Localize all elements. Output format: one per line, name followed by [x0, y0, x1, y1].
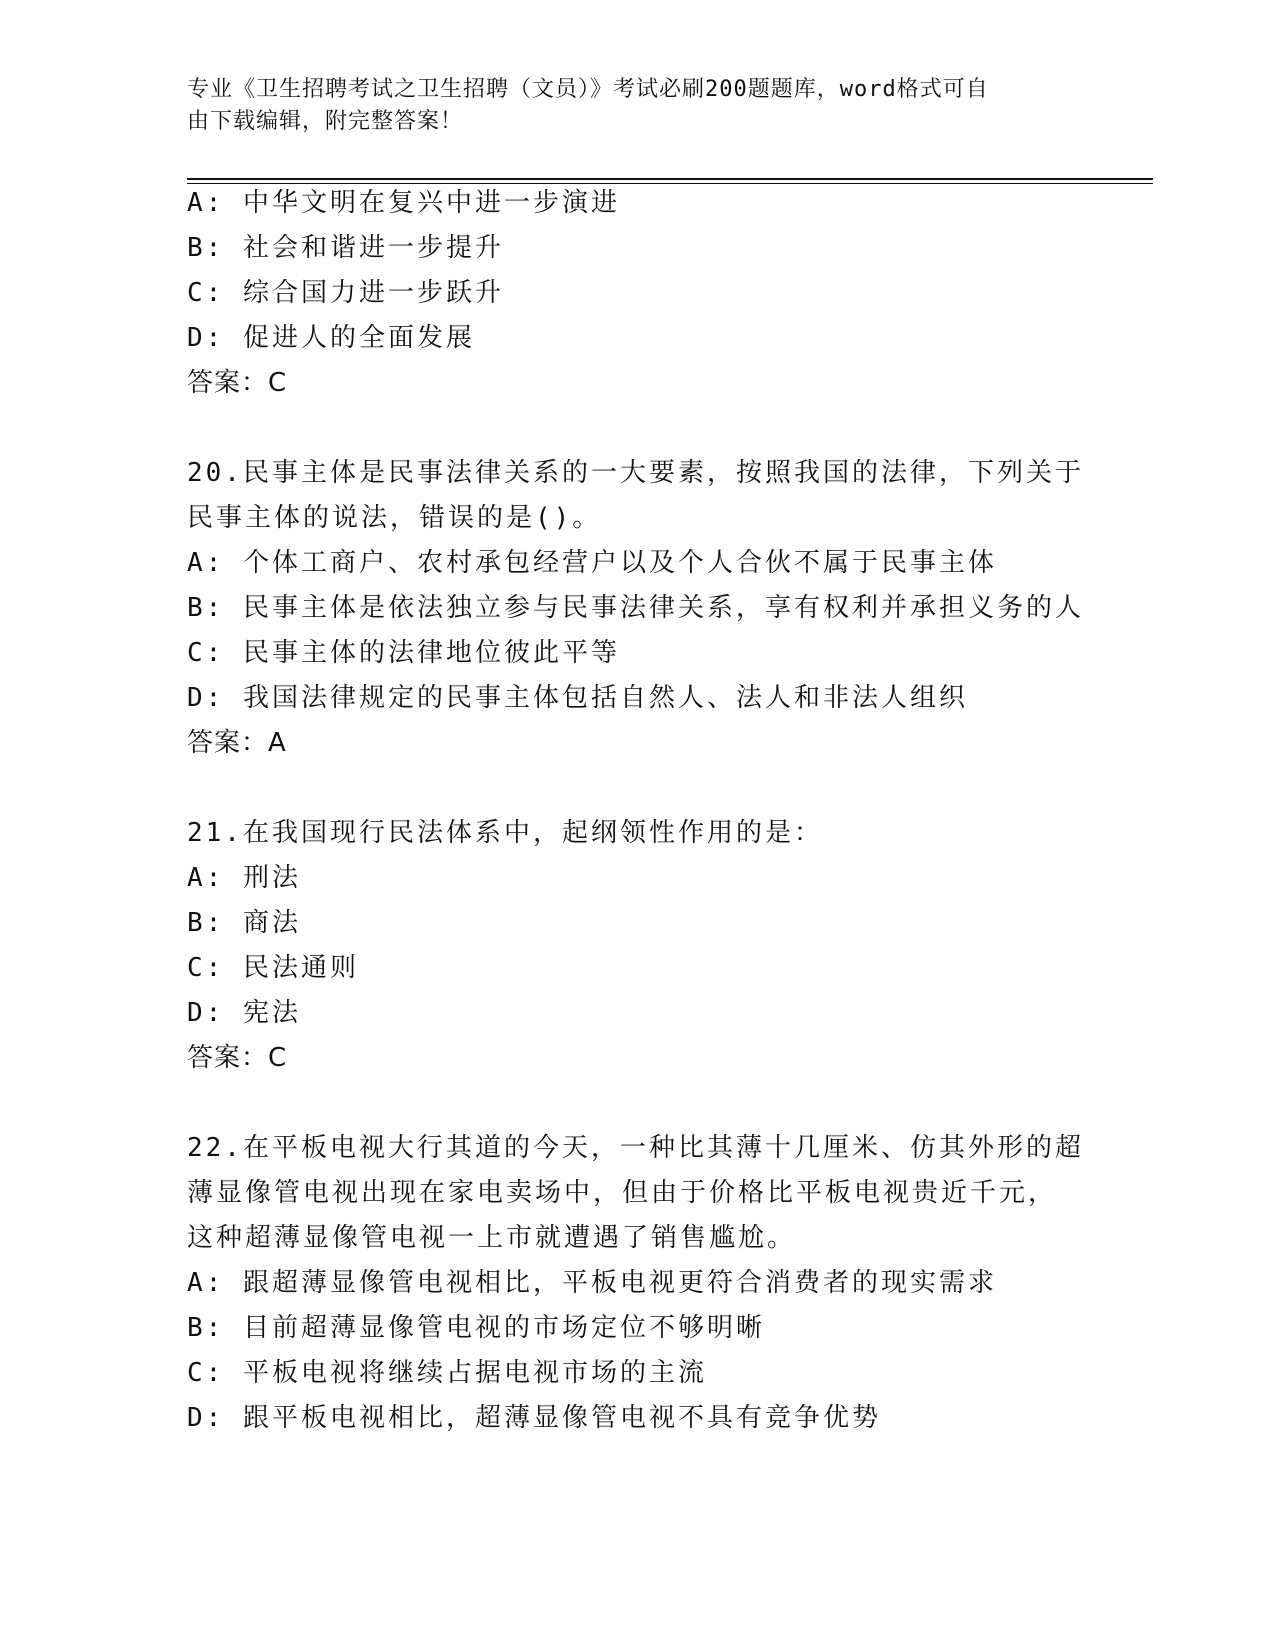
- q20-stem-line-2: 民事主体的说法，错误的是()。: [187, 503, 602, 533]
- q19-option-a: A: 中华文明在复兴中进一步演进: [187, 188, 620, 218]
- q21-stem-line-1: 21.在我国现行民法体系中，起纲领性作用的是：: [187, 818, 823, 848]
- q21-option-a: A: 刑法: [187, 863, 301, 893]
- header-line-2: 由下载编辑，附完整答案！: [187, 109, 464, 134]
- q22-option-b: B: 目前超薄显像管电视的市场定位不够明晰: [187, 1313, 765, 1343]
- q22-stem-line-3: 这种超薄显像管电视一上市就遭遇了销售尴尬。: [187, 1223, 797, 1253]
- q19-option-d: D: 促进人的全面发展: [187, 323, 475, 353]
- document-header: [187, 74, 1067, 138]
- q21-option-c: C: 民法通则: [187, 953, 359, 983]
- q19-option-b: B: 社会和谐进一步提升: [187, 233, 504, 263]
- q19-option-c: C: 综合国力进一步跃升: [187, 278, 504, 308]
- q20-stem-line-1: 20.民事主体是民事法律关系的一大要素，按照我国的法律，下列关于: [187, 458, 1084, 488]
- q21-option-d: D: 宪法: [187, 998, 301, 1028]
- q20-option-c: C: 民事主体的法律地位彼此平等: [187, 638, 620, 668]
- q20-option-d: D: 我国法律规定的民事主体包括自然人、法人和非法人组织: [187, 683, 968, 713]
- q22-option-d: D: 跟平板电视相比，超薄显像管电视不具有竞争优势: [187, 1403, 881, 1433]
- q22-option-c: C: 平板电视将继续占据电视市场的主流: [187, 1358, 707, 1388]
- q20-option-a: A: 个体工商户、农村承包经营户以及个人合伙不属于民事主体: [187, 548, 997, 578]
- q22-stem-line-2: 薄显像管电视出现在家电卖场中，但由于价格比平板电视贵近千元，: [187, 1178, 1058, 1208]
- header-divider: [187, 178, 1153, 184]
- q20-answer: 答案：A: [187, 728, 287, 758]
- q22-stem-line-1: 22.在平板电视大行其道的今天，一种比其薄十几厘米、仿其外形的超: [187, 1133, 1084, 1163]
- q21-answer: 答案：C: [187, 1043, 288, 1073]
- q19-answer: 答案：C: [187, 368, 288, 398]
- q22-option-a: A: 跟超薄显像管电视相比，平板电视更符合消费者的现实需求: [187, 1268, 997, 1298]
- q21-option-b: B: 商法: [187, 908, 301, 938]
- q20-option-b: B: 民事主体是依法独立参与民事法律关系，享有权利并承担义务的人: [187, 593, 1084, 623]
- header-line-1: 专业《卫生招聘考试之卫生招聘（文员）》考试必刷200题题库，word格式可自: [187, 77, 989, 102]
